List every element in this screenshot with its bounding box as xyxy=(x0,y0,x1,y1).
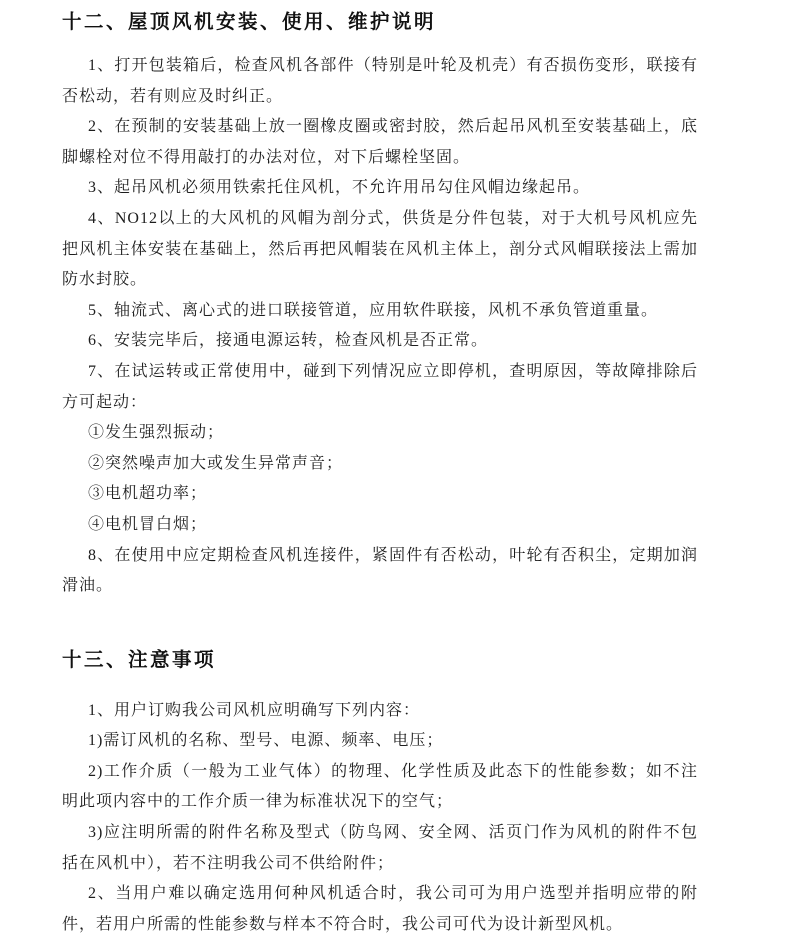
list-item-smoke: ④电机冒白烟； xyxy=(88,515,208,533)
para-order-contents: 1、用户订购我公司风机应明确写下列内容： xyxy=(88,701,421,719)
para-duct-connection: 5、轴流式、离心式的进口联接管道，应用软件联接，风机不承负管道重量。 xyxy=(88,301,659,319)
para-split-hood: 4、NO12以上的大风机的风帽为剖分式，供货是分件包装，对于大机号风机应先把风机主体安装在基础上，然后再把风帽装在风机主体上，剖分式风帽联接法上需加防水封胶。 xyxy=(62,209,698,289)
para-unpack-check: 1、打开包装箱后，检查风机各部件（特别是叶轮及机壳）有否损伤变形，联接有否松动，若有则应及时纠正。 xyxy=(62,57,698,105)
para-lifting-rule: 3、起吊风机必须用铁索托住风机，不允许用吊勾住风帽边缘起吊。 xyxy=(88,179,591,197)
list-item-noise: ②突然噪声加大或发生异常声音； xyxy=(88,454,344,472)
subitem-working-medium: 2)工作介质（一般为工业气体）的物理、化学性质及此态下的性能参数；如不注明此项内容中的工作介质一律为标准状况下的空气； xyxy=(62,762,698,811)
subitem-fan-name-model: 1)需订风机的名称、型号、电源、频率、电压； xyxy=(88,732,444,750)
para-stop-conditions: 7、在试运转或正常使用中，碰到下列情况应立即停机，查明原因，等故障排除后方可起动： xyxy=(62,362,698,411)
section-install-instructions xyxy=(62,10,698,602)
section-12-title: 十二、屋顶风机安装、使用、维护说明 xyxy=(62,12,437,33)
section-13-title: 十三、注意事项 xyxy=(62,649,217,671)
para-foundation-seal: 2、在预制的安装基础上放一圈橡皮圈或密封胶，然后起吊风机至安装基础上，底脚螺栓对位不得用敲打的办法对位，对下后螺栓坚固。 xyxy=(62,118,698,166)
document-content xyxy=(62,10,698,940)
para-power-on-check: 6、安装完毕后，接通电源运转，检查风机是否正常。 xyxy=(88,332,489,350)
list-item-overpower: ③电机超功率； xyxy=(88,485,208,503)
para-selection-help: 2、当用户难以确定选用何种风机适合时，我公司可为用户选型并指明应带的附件，若用户所需的性能参数与样本不符合时，我公司可代为设计新型风机。 xyxy=(62,885,698,933)
subitem-accessories: 3)应注明所需的附件名称及型式（防鸟网、安全网、活页门作为风机的附件不包括在风机中），若不注明我公司不供给附件； xyxy=(62,824,698,872)
section-notes xyxy=(62,648,698,941)
para-periodic-check: 8、在使用中应定期检查风机连接件，紧固件有否松动，叶轮有否积尘，定期加润滑油。 xyxy=(62,546,698,595)
list-item-vibration: ①发生强烈振动； xyxy=(88,424,225,442)
